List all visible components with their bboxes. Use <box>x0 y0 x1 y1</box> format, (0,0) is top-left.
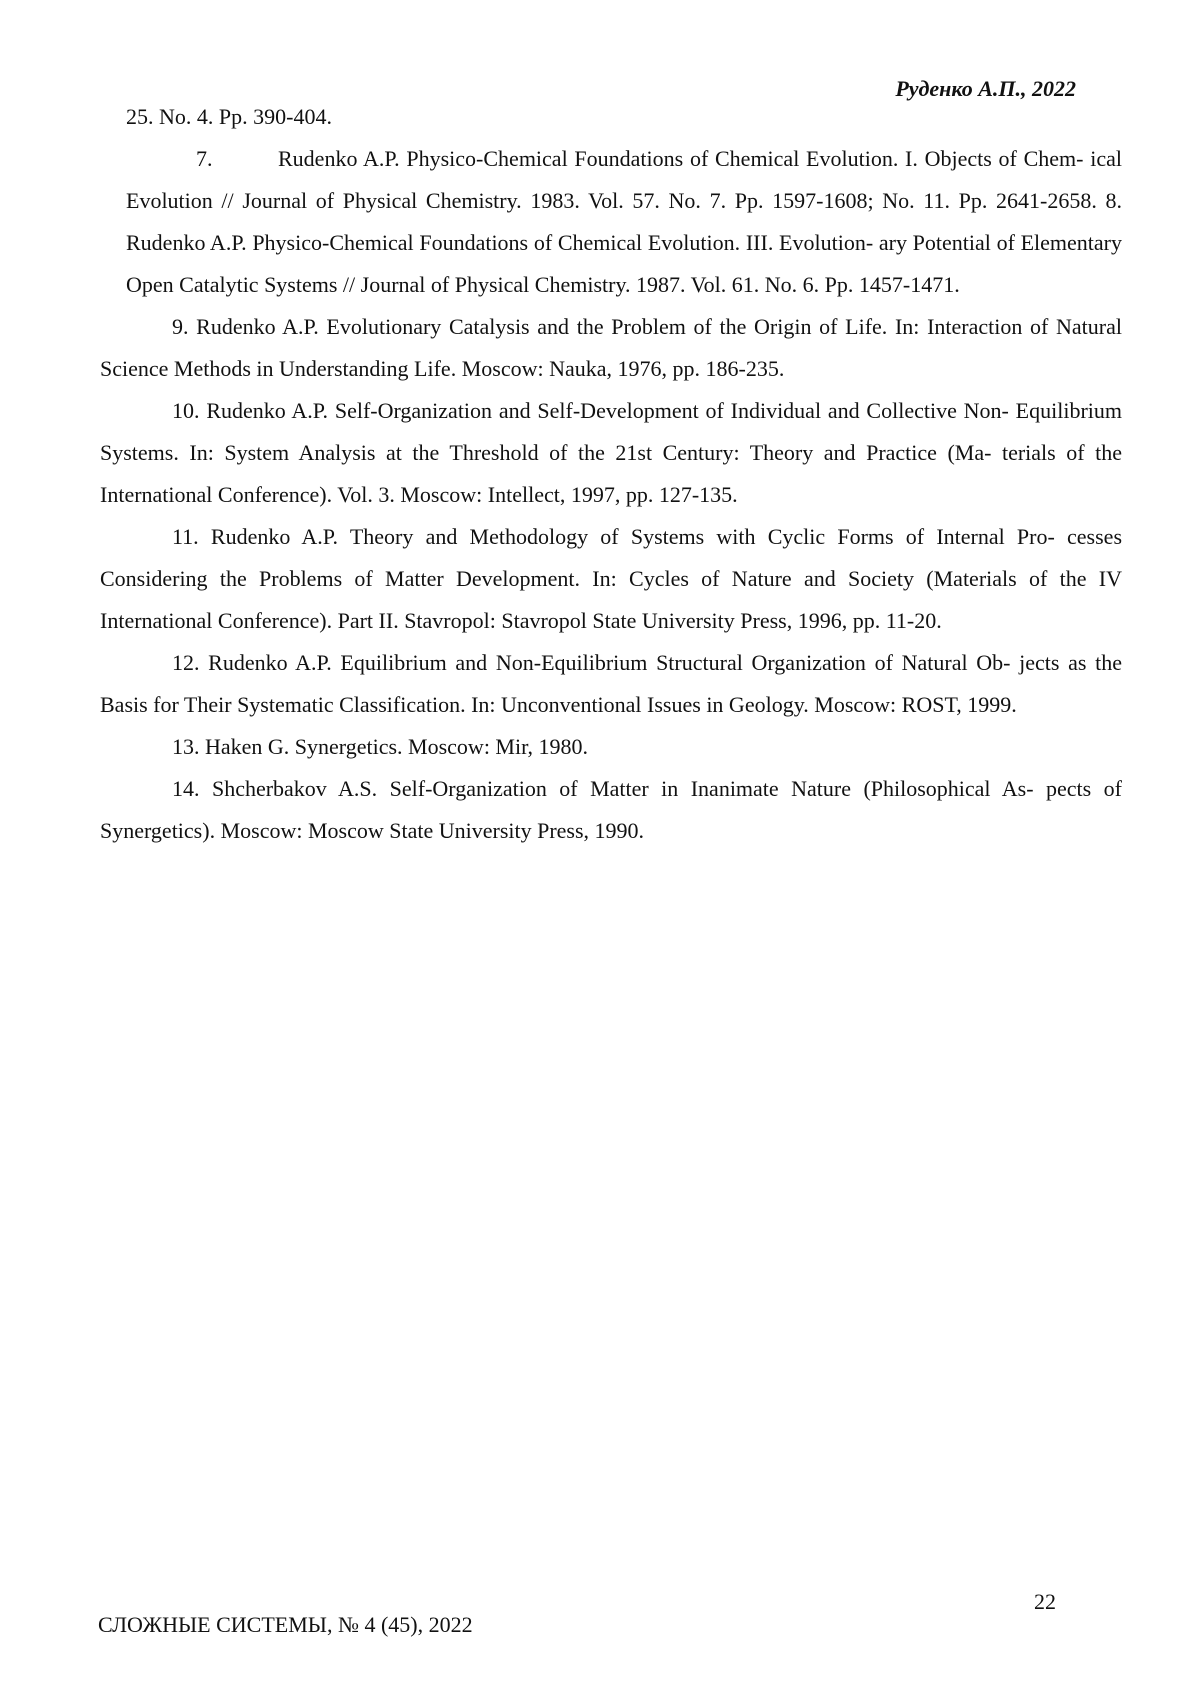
reference-item <box>100 726 1122 768</box>
reference-text: Shcherbakov A.S. Self-Organization of Matter in Inanimate Nature (Philosophical As- pects of Synergetics). Moscow: Moscow State University Press, 1990. <box>100 776 1122 843</box>
reference-number: 7. <box>196 138 278 180</box>
journal-footer: СЛОЖНЫЕ СИСТЕМЫ, № 4 (45), 2022 <box>98 1612 473 1638</box>
reference-item <box>100 138 1122 306</box>
reference-text: Haken G. Synergetics. Moscow: Mir, 1980. <box>205 734 588 759</box>
reference-number: 9. <box>172 314 189 339</box>
reference-item <box>100 96 1122 138</box>
reference-text: Rudenko A.P. Physico-Chemical Foundations of Chemical Evolution. I. Objects of Chem- ical Evolution // Journal of Physical Chemistry. 1983. Vol. 57. No. 7. Pp. 1597-1608; No. 11. Pp. 2641-2658. 8. Rudenko A.P. Physico-Chemical Foundations of Chemical Evolution. III. Evolution- ary Potential of Elementary Open Catalytic Systems // Journal of Physical Chemistry. 1987. Vol. 61. No. 6. Pp. 1457-1471. <box>126 146 1122 297</box>
reference-item <box>100 516 1122 642</box>
reference-text: Rudenko A.P. Self-Organization and Self-Development of Individual and Collective Non- Equilibrium Systems. In: System Analysis at the Threshold of the 21st Century: Theory and Practice (Ma- terials of the International Conference). Vol. 3. Moscow: Intellect, 1997, pp. 127-135. <box>100 398 1122 507</box>
reference-number: 14. <box>172 776 200 801</box>
reference-item <box>100 306 1122 390</box>
reference-text: Rudenko A.P. Equilibrium and Non-Equilibrium Structural Organization of Natural Ob- jects as the Basis for Their Systematic Classification. In: Unconventional Issues in Geology. Moscow: ROST, 1999. <box>100 650 1122 717</box>
reference-text: 25. No. 4. Pp. 390-404. <box>126 104 332 129</box>
reference-number: 13. <box>172 734 200 759</box>
reference-number: 10. <box>172 398 200 423</box>
running-header-author: Руденко А.П., 2022 <box>895 76 1076 102</box>
reference-item <box>100 642 1122 726</box>
reference-item <box>100 768 1122 852</box>
reference-number: 12. <box>172 650 200 675</box>
reference-text: Rudenko A.P. Theory and Methodology of Systems with Cyclic Forms of Internal Pro- cesses Considering the Problems of Matter Development. In: Cycles of Nature and Society (Materials of the IV International Conference). Part II. Stavropol: Stavropol State University Press, 1996, pp. 11-20. <box>100 524 1122 633</box>
reference-number: 11. <box>172 524 199 549</box>
reference-item <box>100 390 1122 516</box>
reference-text: Rudenko A.P. Evolutionary Catalysis and the Problem of the Origin of Life. In: Interaction of Natural Science Methods in Understanding Life. Moscow: Nauka, 1976, pp. 186-235. <box>100 314 1122 381</box>
page-number: 22 <box>1034 1589 1056 1615</box>
reference-list <box>100 96 1122 852</box>
